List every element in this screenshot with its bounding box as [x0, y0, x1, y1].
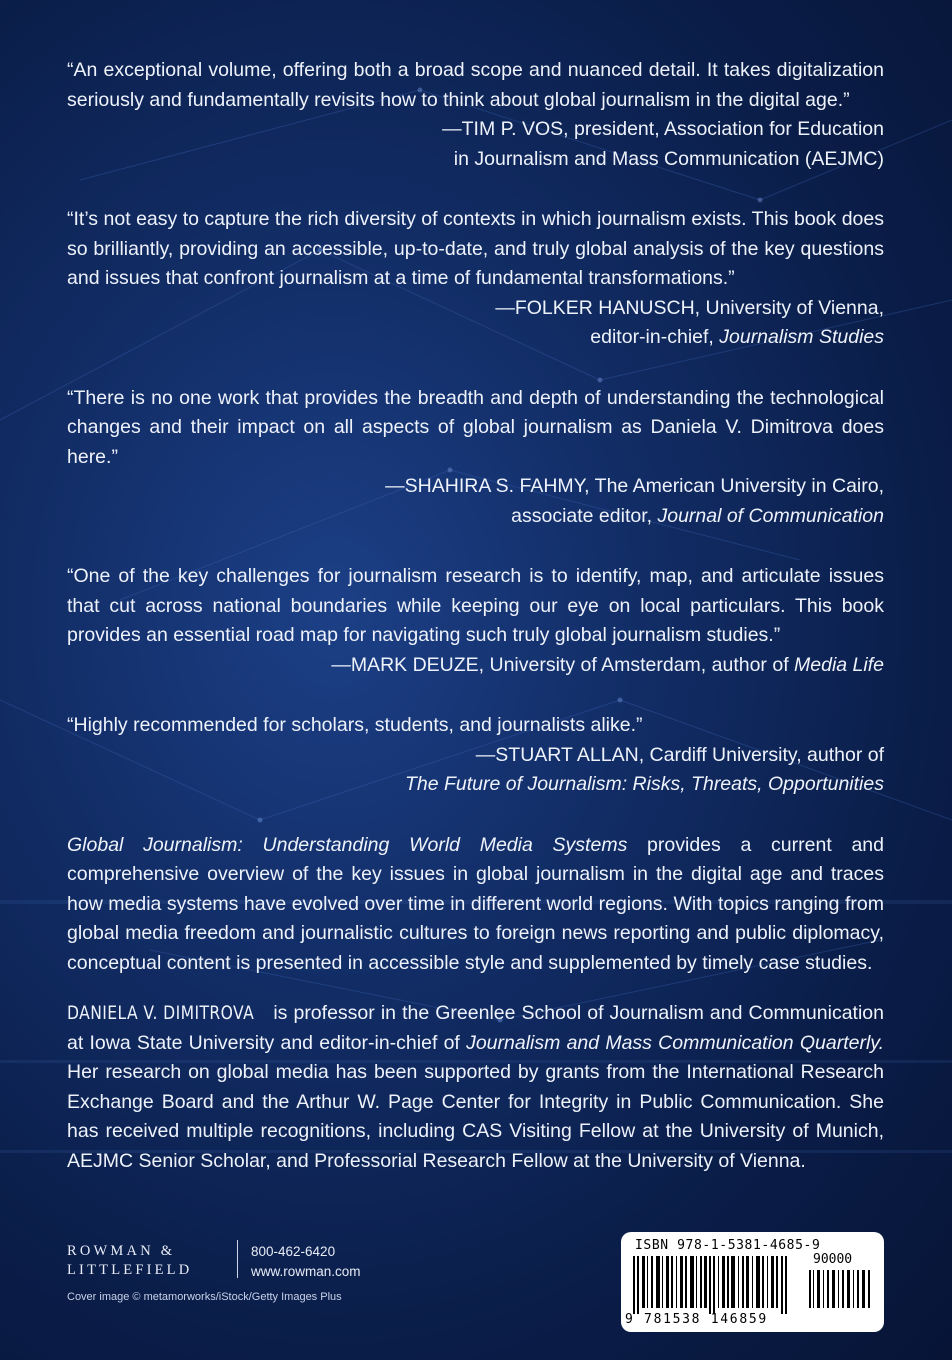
endorsement-quote [67, 384, 884, 532]
description-text: provides a current and comprehensive overview of the key issues in global journalism in the digital age and traces how media systems have evolved over time in different world regions. With topics ranging from global media freedom and journalistic cultures to foreign news reporting and public diplomacy, conceptual content is presented in accessible style and supplemented by timely case studies. [67, 833, 884, 974]
quote-text: “Highly recommended for scholars, students, and journalists alike.” [67, 714, 643, 736]
book-description [67, 831, 884, 979]
endorsement-quote [67, 711, 884, 800]
endorsement-quote [67, 205, 884, 353]
quote-attribution [67, 502, 884, 532]
quote-text: “There is no one work that provides the breadth and depth of understanding the technological changes and their impact on all aspects of global journalism as Daniela V. Dimitrova does here.” [67, 386, 884, 468]
journal-title: Journal of Communication [657, 504, 884, 527]
bio-text: Her research on global media has been supported by grants from the International Research Exchange Board and the Arthur W. Page Center for Integrity in Public Communication. She has received multiple recognitions, including CAS Visiting Fellow at the University of Munich, AEJMC Senior Scholar, and Professorial Research Fellow at the University of Vienna. [67, 1061, 884, 1172]
publisher-website: www.rowman.com [251, 1264, 361, 1279]
endorsement-quote [67, 562, 884, 680]
back-cover-text [67, 56, 884, 1176]
quote-attribution: —SHAHIRA S. FAHMY, The American University in Cairo, [385, 475, 884, 497]
publisher-contact [251, 1242, 361, 1282]
isbn-label: ISBN 978-1-5381-4685-9 [635, 1238, 821, 1253]
author-bio [67, 999, 884, 1176]
ean-digits: 9 781538 146859 [625, 1312, 768, 1327]
quote-attribution [67, 651, 884, 681]
bio-text: is professor in the Greenlee School of Journalism and Communication at Iowa State University and editor-in-chief of [67, 1002, 884, 1054]
quote-text: “An exceptional volume, offering both a broad scope and nuanced detail. It takes digitalization seriously and fundamentally revisits how to think about global journalism in the digital age.” [67, 59, 884, 111]
footer-divider [237, 1240, 238, 1278]
quote-attribution: —FOLKER HANUSCH, University of Vienna, [495, 296, 884, 319]
attribution-text: associate editor, [511, 504, 658, 527]
quote-attribution: —STUART ALLAN, Cardiff University, author of [475, 743, 884, 766]
book-title: Global Journalism: Understanding World Media Systems [67, 833, 628, 856]
attribution-text: editor-in-chief, [590, 326, 720, 348]
quote-attribution: —TIM P. VOS, president, Association for Education [442, 118, 884, 140]
price-code: 90000 [813, 1252, 853, 1267]
publisher-logo [67, 1242, 192, 1280]
book-title: Media Life [794, 653, 884, 676]
journal-title: Journalism and Mass Communication Quarterly. [466, 1031, 885, 1054]
attribution-text: —MARK DEUZE, University of Amsterdam, author of [331, 653, 795, 676]
quote-attribution: in Journalism and Mass Communication (AEJMC) [453, 147, 884, 170]
author-name: DANIELA V. DIMITROVA [67, 1002, 255, 1024]
cover-image-credit: Cover image © metamorworks/iStock/Getty Images Plus [67, 1291, 342, 1303]
journal-title: Journalism Studies [719, 326, 884, 348]
logo-line: ROWMAN & [67, 1243, 176, 1259]
publisher-phone: 800-462-6420 [251, 1244, 336, 1259]
quote-attribution [67, 323, 884, 353]
endorsement-quote [67, 56, 884, 174]
book-title: The Future of Journalism: Risks, Threats, Opportunities [404, 773, 884, 795]
isbn-barcode [621, 1232, 884, 1332]
quote-text: “It’s not easy to capture the rich diversity of contexts in which journalism exists. This book does so brilliantly, providing an accessible, up-to-date, and truly global analysis of the key questions and issues that confront journalism at a time of fundamental transformations.” [67, 208, 884, 289]
logo-line: LITTLEFIELD [67, 1262, 193, 1278]
quote-text: “One of the key challenges for journalism research is to identify, map, and articulate issues that cut across national boundaries while keeping our eye on local particulars. This book provides an essential road map for navigating such truly global journalism studies.” [67, 565, 884, 646]
